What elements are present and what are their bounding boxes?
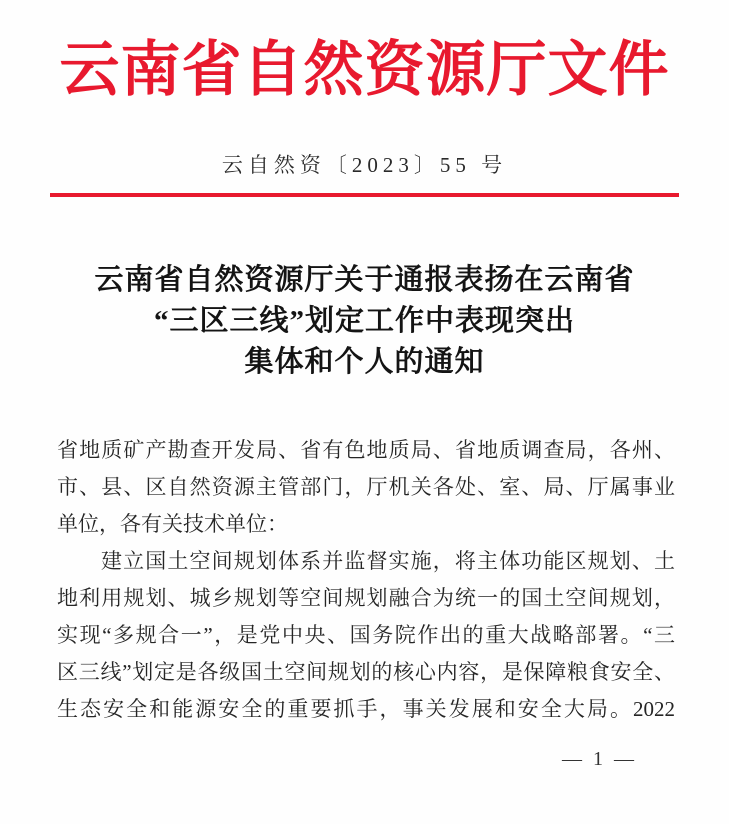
red-divider-line	[50, 193, 679, 197]
addressee-line: 市、县、区自然资源主管部门，厅机关各处、室、局、厅属事业	[57, 475, 675, 499]
paragraph-line: 建立国土空间规划体系并监督实施，将主体功能区规划、土	[101, 549, 675, 573]
document-number: 云自然资〔2023〕55 号	[221, 153, 508, 177]
title-line-2: “三区三线”划定工作中表现突出	[153, 305, 575, 337]
title-line-1: 云南省自然资源厅关于通报表扬在云南省	[94, 264, 635, 296]
page-number: — 1 —	[562, 748, 637, 770]
paragraph-line: 实现“多规合一”，是党中央、国务院作出的重大战略部署。“三	[57, 623, 675, 647]
addressee-line: 单位，各有关技术单位：	[57, 512, 288, 536]
addressee-line: 省地质矿产勘查开发局、省有色地质局、省地质调查局，各州、	[57, 438, 675, 462]
document-body	[57, 432, 675, 728]
paragraph-line: 区三线”划定是各级国土空间规划的核心内容，是保障粮食安全、	[57, 660, 675, 684]
document-title	[0, 260, 729, 383]
agency-title: 云南省自然资源厅文件	[59, 37, 670, 103]
paragraph-line: 地利用规划、城乡规划等空间规划融合为统一的国土空间规划，	[57, 586, 675, 610]
title-line-3: 集体和个人的通知	[244, 346, 485, 378]
paragraph-line: 生态安全和能源安全的重要抓手，事关发展和安全大局。2022	[57, 697, 675, 721]
